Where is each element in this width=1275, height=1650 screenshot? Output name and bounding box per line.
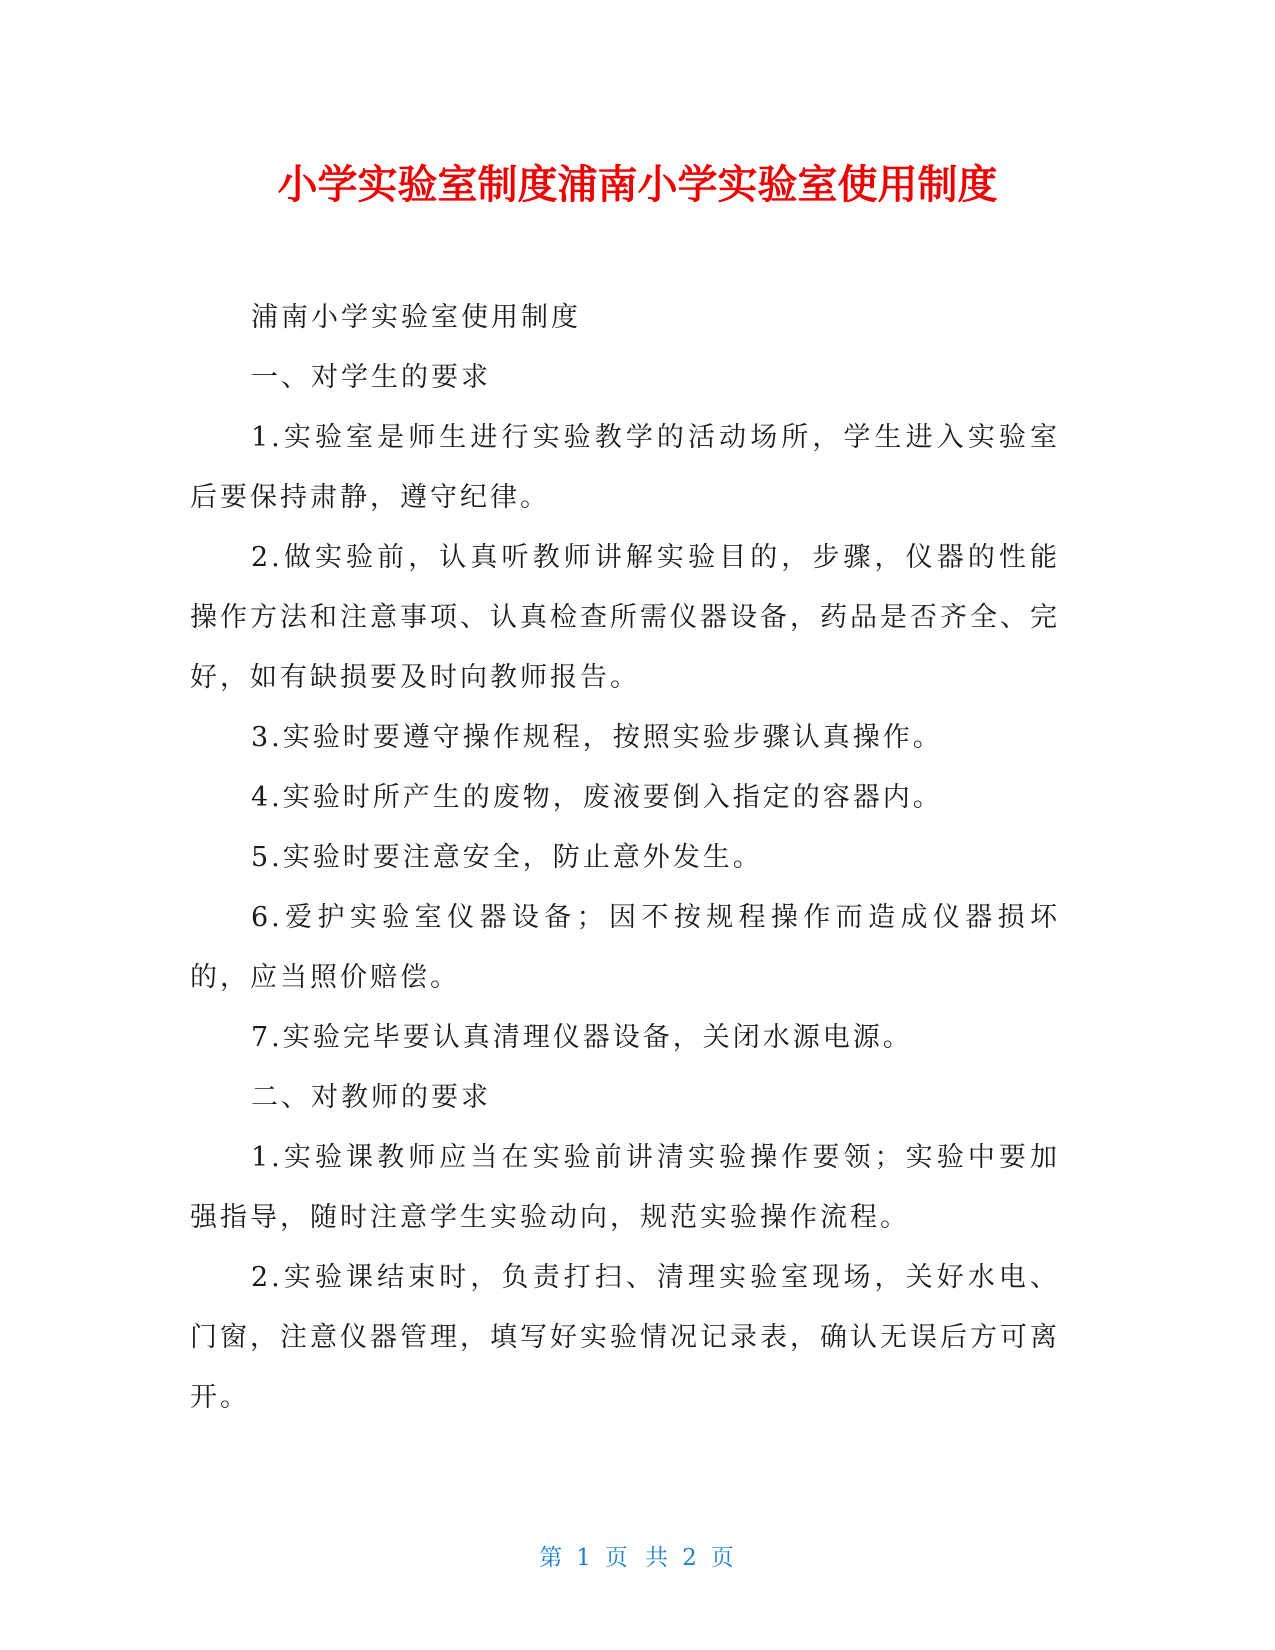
page-title: 小学实验室制度浦南小学实验室使用制度 xyxy=(277,162,998,208)
footer-current-page: 1 xyxy=(576,1545,593,1571)
student-rule-6: 6.爱护实验室仪器设备；因不按规程操作而造成仪器损坏的，应当照价赔偿。 xyxy=(190,902,1060,993)
teacher-rule-1: 1.实验课教师应当在实验前讲清实验操作要领；实验中要加强指导，随时注意学生实验动向，规范实验操作流程。 xyxy=(190,1142,1060,1233)
footer-prefix: 第 xyxy=(539,1545,565,1571)
section-heading-main: 浦南小学实验室使用制度 xyxy=(251,302,581,333)
page-footer xyxy=(0,1543,1275,1573)
section-heading-teachers: 二、对教师的要求 xyxy=(251,1082,491,1113)
footer-total-pages: 2 xyxy=(682,1545,699,1571)
document-body xyxy=(190,288,1060,1428)
teacher-rule-2: 2.实验课结束时，负责打扫、清理实验室现场，关好水电、门窗，注意仪器管理，填写好实验情况记录表，确认无误后方可离开。 xyxy=(190,1262,1060,1413)
student-rule-1: 1.实验室是师生进行实验教学的活动场所，学生进入实验室后要保持肃静，遵守纪律。 xyxy=(190,422,1060,513)
student-rule-2: 2.做实验前，认真听教师讲解实验目的，步骤，仪器的性能操作方法和注意事项、认真检查所需仪器设备，药品是否齐全、完好，如有缺损要及时向教师报告。 xyxy=(190,542,1060,693)
section-heading-students: 一、对学生的要求 xyxy=(251,362,491,393)
student-rule-5: 5.实验时要注意安全，防止意外发生。 xyxy=(251,842,763,873)
student-rule-4: 4.实验时所产生的废物，废液要倒入指定的容器内。 xyxy=(251,782,943,813)
student-rule-3: 3.实验时要遵守操作规程，按照实验步骤认真操作。 xyxy=(251,722,943,753)
footer-mid: 页 共 xyxy=(604,1545,671,1571)
student-rule-7: 7.实验完毕要认真清理仪器设备，关闭水源电源。 xyxy=(251,1022,913,1053)
footer-suffix: 页 xyxy=(710,1545,736,1571)
